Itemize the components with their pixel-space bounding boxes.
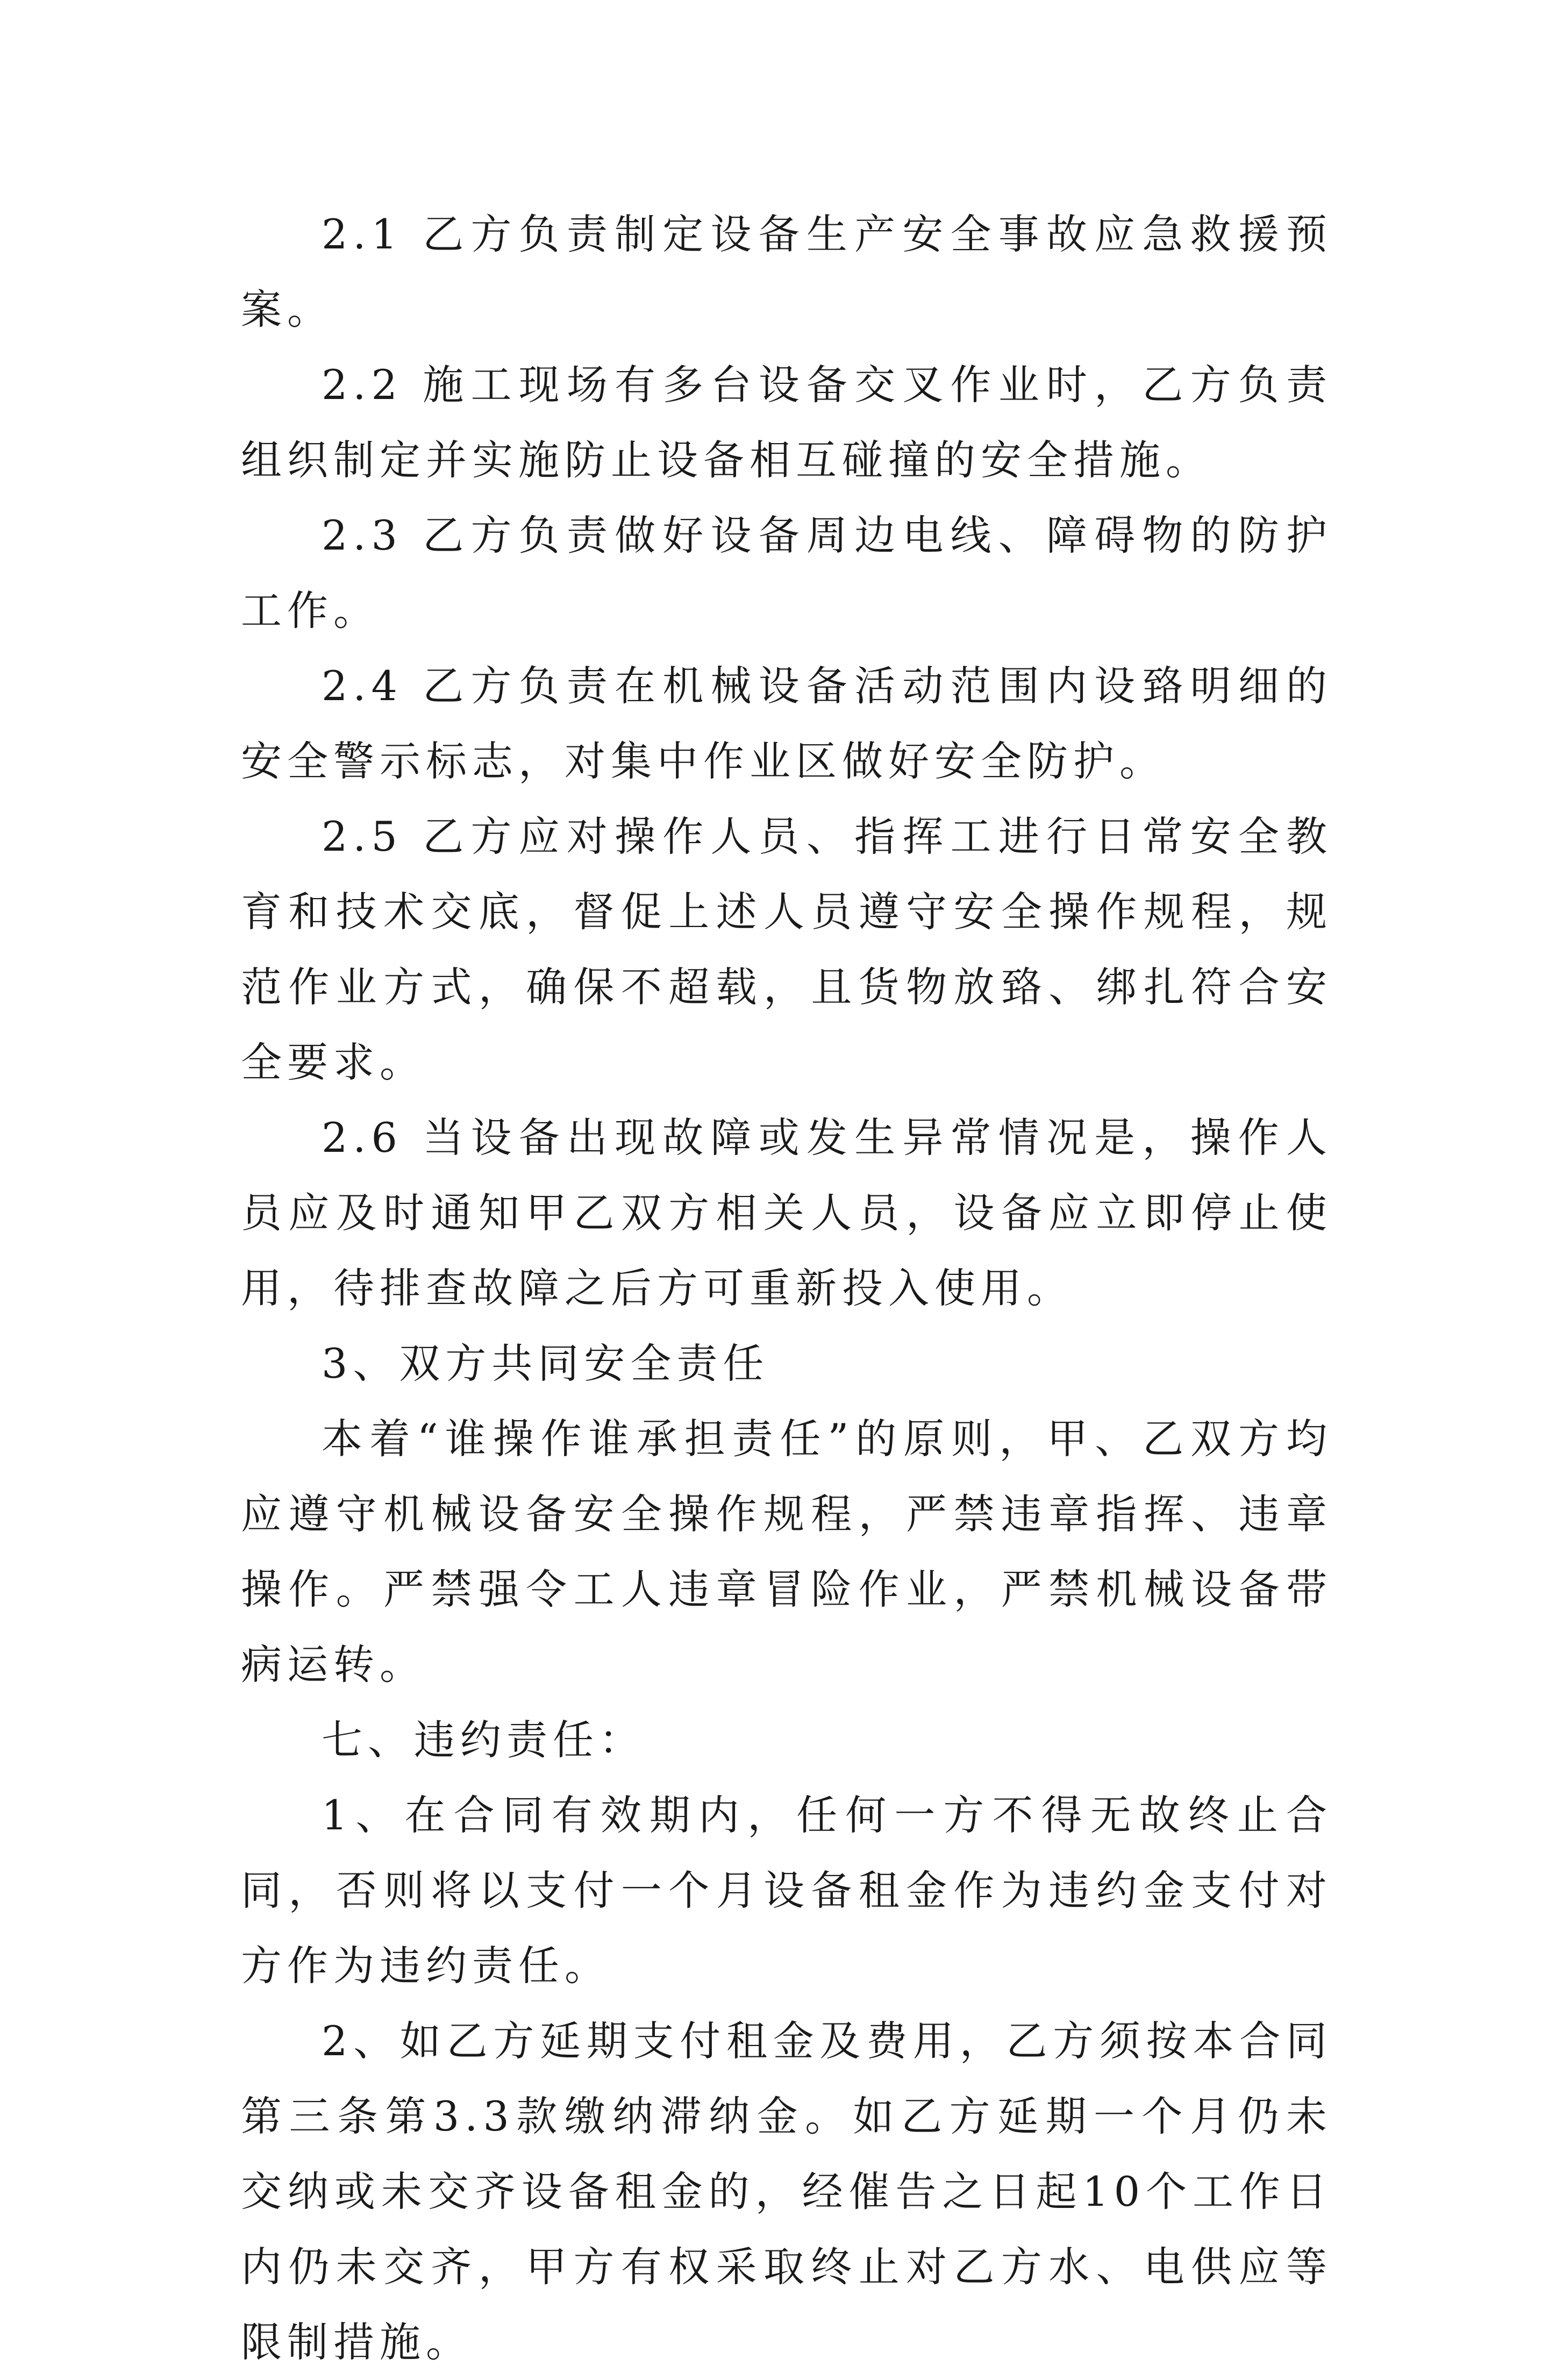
section-7-heading: 七、违约责任： — [322, 1716, 645, 1764]
liability-clause-2: 2、如乙方延期支付租金及费用，乙方须按本合同第三条第3.3款缴纳滞纳金。如乙方延期一个月仍未交纳或未交齐设备租金的，经催告之日起10个工作日内仍未交齐，甲方有权采取终止对乙方水、电供应等限制措施。 — [241, 2017, 1332, 2366]
section-3-body: 本着“谁操作谁承担责任”的原则，甲、乙双方均应遵守机械设备安全操作规程，严禁违章指挥、违章操作。严禁强令工人违章冒险作业，严禁机械设备带病运转。 — [241, 1415, 1332, 1688]
section-3-heading: 3、双方共同安全责任 — [322, 1339, 769, 1387]
clause-2-3: 2.3 乙方负责做好设备周边电线、障碍物的防护工作。 — [241, 511, 1332, 635]
clause-2-4: 2.4 乙方负责在机械设备活动范围内设臵明细的安全警示标志，对集中作业区做好安全防护。 — [241, 662, 1332, 785]
clause-2-5: 2.5 乙方应对操作人员、指挥工进行日常安全教育和技术交底，督促上述人员遵守安全操作规程，规范作业方式，确保不超载，且货物放臵、绑扎符合安全要求。 — [241, 813, 1332, 1086]
liability-clause-1: 1、在合同有效期内，任何一方不得无故终止合同，否则将以支付一个月设备租金作为违约金支付对方作为违约责任。 — [241, 1791, 1332, 1990]
clause-2-2: 2.2 施工现场有多台设备交叉作业时，乙方负责组织制定并实施防止设备相互碰撞的安全措施。 — [241, 361, 1332, 484]
clause-2-6: 2.6 当设备出现故障或发生异常情况是，操作人员应及时通知甲乙双方相关人员，设备应立即停止使用，待排查故障之后方可重新投入使用。 — [241, 1114, 1332, 1312]
document-body — [241, 197, 1332, 2380]
clause-2-1: 2.1 乙方负责制定设备生产安全事故应急救援预案。 — [241, 210, 1332, 333]
